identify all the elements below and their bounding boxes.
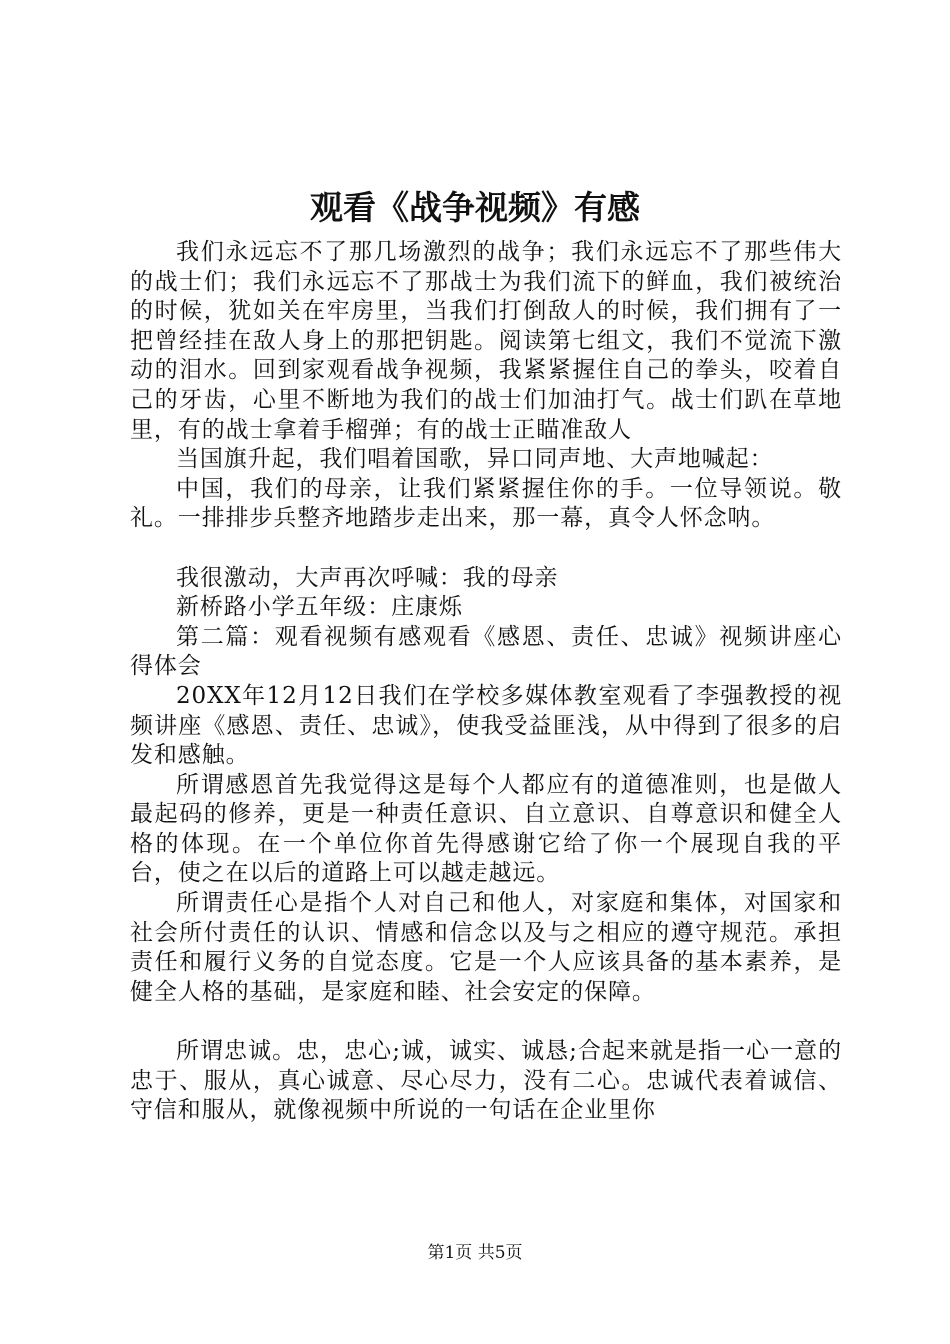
paragraph-gratitude: 所谓感恩首先我觉得这是每个人都应有的道德准则，也是做人最起码的修养，更是一种责任意识、自立意识、自尊意识和健全人格的体现。在一个单位你首先得感谢它给了你一个展现自我的平台，使之在以后的道路上可以越走越远。 xyxy=(130,771,842,887)
paragraph-flag-raising: 当国旗升起，我们唱着国歌，异口同声地、大声地喊起： xyxy=(176,446,774,473)
paragraph-call-out: 我很激动，大声再次呼喊：我的母亲 xyxy=(176,564,559,591)
paragraph-author: 新桥路小学五年级：庄康烁 xyxy=(176,594,463,621)
paragraph-loyalty: 所谓忠诚。忠，忠心;诚，诚实、诚恳;合起来就是指一心一意的忠于、服从，真心诚意、尽心尽力，没有二心。忠诚代表着诚信、守信和服从，就像视频中所说的一句话在企业里你 xyxy=(130,1038,842,1124)
paragraph-war-memory: 我们永远忘不了那几场激烈的战争；我们永远忘不了那些伟大的战士们；我们永远忘不了那战士为我们流下的鲜血，我们被统治的时候，犹如关在牢房里，当我们打倒敌人的时候，我们拥有了一把曾经挂在敌人身上的那把钥匙。阅读第七组文，我们不觉流下激动的泪水。回到家观看战争视频，我紧紧握住自己的拳头，咬着自己的牙齿，心里不断地为我们的战士们加油打气。战士们趴在草地里，有的战士拿着手榴弹；有的战士正瞄准敌人 xyxy=(130,239,842,443)
paragraph-china-mother: 中国，我们的母亲，让我们紧紧握住你的手。一位导领说。敬礼。一排排步兵整齐地踏步走出来，那一幕，真令人怀念呐。 xyxy=(130,475,842,532)
paragraph-second-title: 第二篇：观看视频有感观看《感恩、责任、忠诚》视频讲座心得体会 xyxy=(130,623,842,680)
paragraph-responsibility: 所谓责任心是指个人对自己和他人，对家庭和集体，对国家和社会所付责任的认识、情感和信念以及与之相应的遵守规范。承担责任和履行义务的自觉态度。它是一个人应该具备的基本素养，是健全人格的基础，是家庭和睦、社会安定的保障。 xyxy=(130,890,842,1005)
paragraph-lecture: 20XX年12月12日我们在学校多媒体教室观看了李强教授的视频讲座《感恩、责任、忠诚》，使我受益匪浅，从中得到了很多的启发和感触。 xyxy=(130,682,842,769)
page-number-footer: 第1页 共5页 xyxy=(427,1243,523,1263)
document-body xyxy=(130,238,842,1126)
document-title: 观看《战争视频》有感 xyxy=(310,188,640,227)
